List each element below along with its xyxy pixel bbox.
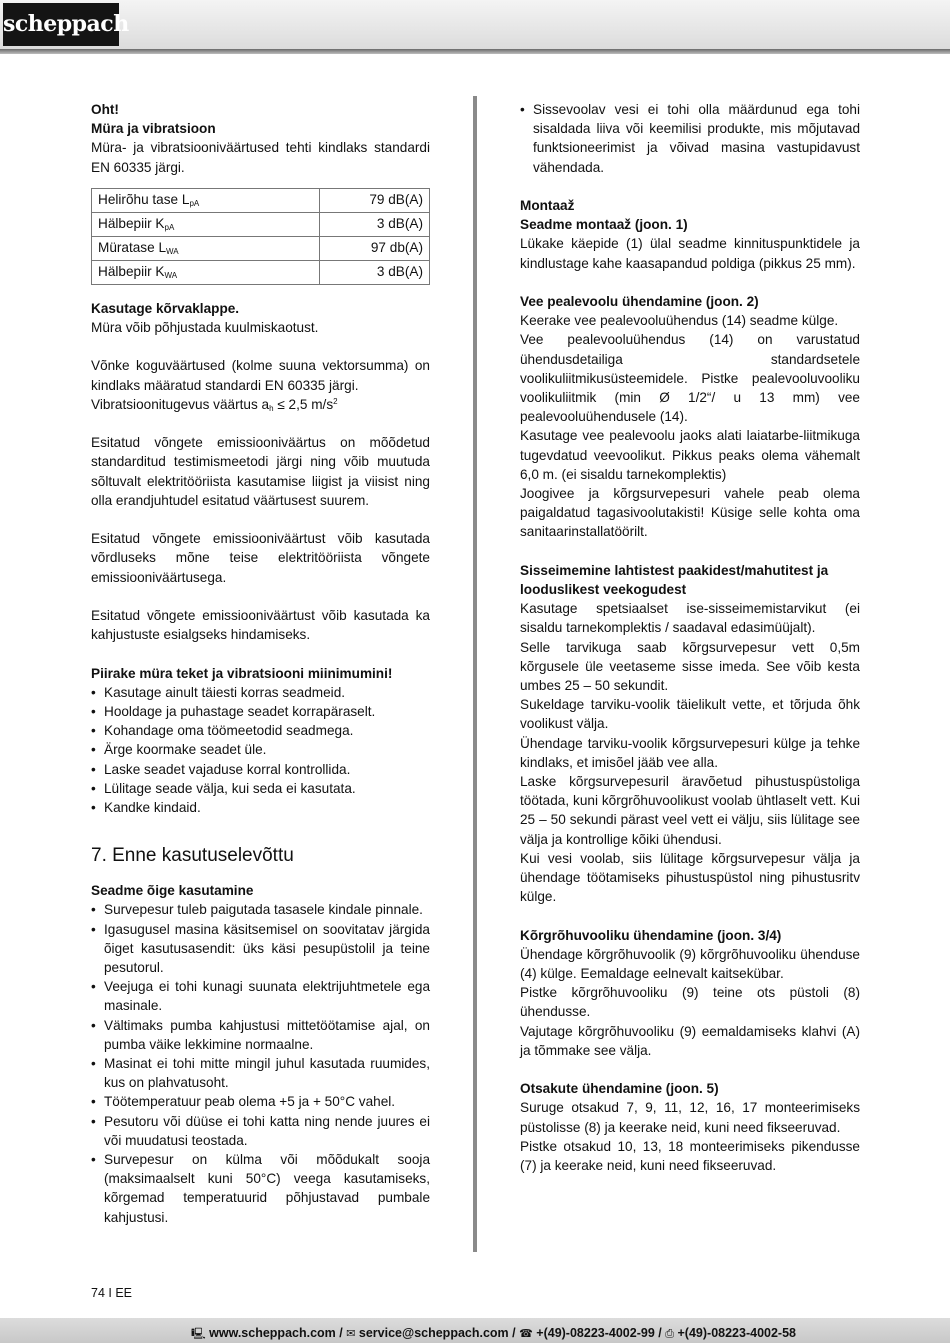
column-divider	[473, 96, 477, 1252]
water-line: Joogivee ja kõrgsurvepesuri vahele peab olema paigaldatud tagasivoolutakisti! Küsige selle kohta oma sanitaarinstallatöörilt.	[520, 486, 860, 540]
suction-line: Kasutage spetsiaalset ise-sisseimemistarvikut (ei sisaldu tarnekomplektis / saadaval edasimüüjalt).	[520, 601, 860, 636]
table-cell-value: 3 dB(A)	[320, 212, 430, 236]
footer-contact: 🖳 www.scheppach.com / ✉ service@scheppach.com / ☎ +(49)-08223-4002-99 / ⎙ +(49)-08223-4002-58	[190, 1326, 796, 1340]
assembly-subheading: Seadme montaaž (joon. 1)	[520, 217, 688, 233]
email-icon: ✉	[346, 1327, 356, 1340]
scheppach-logo[interactable]: scheppach	[3, 3, 119, 46]
emission-paragraph-1: Esitatud võngete emissiooniväärtus on mõõdetud standarditud testimismeetodi järgi ning võib muutuda sõltuvalt elektritööriista kasutamise liigist ja viisist ning olla erandjuhtudel esitatud väärtusest suurem.	[91, 435, 430, 508]
water-line: Kasutage vee pealevoolu jaoks alati laiatarbe-liitmikuga tugevdatud veevoolikut. Pikkus peaks olema vähemalt 6,0 m. (ei sisaldu tarnekomplektis)	[520, 428, 860, 482]
warning-label: Oht!	[91, 102, 119, 117]
list-item: • Laske seadet vajaduse korral kontrollida.	[91, 760, 430, 779]
table-cell-label: Müratase $L_{WA}$	[92, 236, 320, 260]
table-cell-label: Hälbepiir $K_{WA}$	[92, 260, 320, 284]
list-item: • Ärge koormake seadet üle.	[91, 740, 430, 759]
right-column	[520, 100, 860, 1175]
water-quality-list	[520, 100, 860, 177]
noise-heading: Müra ja vibratsioon	[91, 121, 216, 137]
list-item: • Masinat ei tohi mitte mingil juhul kasutada ruumides, kus on plahvatusoht.	[91, 1054, 430, 1092]
hose-heading: Kõrgrõhuvooliku ühendamine (joon. 3/4)	[520, 927, 782, 943]
hose-line: Ühendage kõrgrõhuvoolik (9) kõrgrõhuvooliku ühenduse (4) külge. Eemaldage eelnevalt kaitsekübar.	[520, 946, 860, 982]
proper-use-heading: Seadme õige kasutamine	[91, 883, 254, 899]
ear-heading: Kasutage kõrvaklappe.	[91, 300, 240, 316]
page-number: 74 I EE	[91, 1286, 132, 1300]
water-line: Vee pealevooluühendus (14) on varustatud ühendusdetailiga standardsetele voolikuliitmikusüsteemidele. Pistke pealevooluvooliku voolikuliitmik (min Ø 1/2“/ u 13 mm) vee pealevooluühendusele (14).	[520, 332, 860, 425]
list-item: • Kandke kindaid.	[91, 798, 430, 817]
hose-line: Pistke kõrgrõhuvooliku (9) teine ots püstoli (8) ühendusse.	[520, 985, 860, 1020]
suction-line: Ühendage tarviku-voolik kõrgsurvepesuri külge ja tehke kindlaks, et imisõel jääb vee alla.	[520, 735, 860, 770]
table-row	[92, 188, 430, 212]
vibration-text: Võnke koguväärtused (kolme suuna vektorsumma) on kindlaks määratud standardi EN 60335 järgi.	[91, 358, 430, 393]
hose-line: Vajutage kõrgrõhuvooliku (9) eemaldamiseks klahvi (A) ja tõmmake see välja.	[520, 1023, 860, 1058]
noise-intro: Müra- ja vibratsiooniväärtused tehti kindlaks standardi EN 60335 järgi.	[91, 140, 430, 175]
list-item: • Sissevoolav vesi ei tohi olla määrdunud ega tohi sisaldada liiva või keemilisi produkte, mis mõjutavad funktsioneerimist ja võivad masina vastupidavust vähendada.	[520, 100, 860, 177]
list-item: • Pesutoru või düüse ei tohi katta ning nende juures ei või muudatusi teostada.	[91, 1112, 430, 1150]
table-cell-label: Helirõhu tase $L_{pA}$	[92, 188, 320, 212]
table-cell-value: 79 dB(A)	[320, 188, 430, 212]
list-item: • Kohandage oma töömeetodid seadmega.	[91, 721, 430, 740]
limit-heading: Piirake müra teket ja vibratsiooni miinimumini!	[91, 665, 393, 681]
list-item: • Töötemperatuur peab olema +5 ja + 50°C vahel.	[91, 1092, 430, 1111]
list-item: • Kasutage ainult täiesti korras seadmeid.	[91, 683, 430, 702]
proper-use-list	[91, 900, 430, 1226]
computer-icon: 🖳	[190, 1327, 206, 1340]
header-divider	[0, 49, 950, 54]
suction-line: Kui vesi voolab, siis lülitage kõrgsurvepesur välja ja ühendage töötamiseks pihustuspüstol ning pihustusritv külge.	[520, 850, 860, 905]
list-item: • Lülitage seade välja, kui seda ei kasutata.	[91, 779, 430, 798]
ear-text: Müra võib põhjustada kuulmiskaotust.	[91, 320, 319, 336]
nozzle-heading: Otsakute ühendamine (joon. 5)	[520, 1081, 719, 1097]
nozzle-line: Pistke otsakud 10, 13, 18 monteerimiseks pikendusse (7) ja keerake neid, kuni need fikseeruvad.	[520, 1138, 860, 1174]
nozzle-line: Suruge otsakud 7, 9, 11, 12, 16, 17 monteerimiseks püstolisse (8) ja keerake neid, kuni need fikseeruvad.	[520, 1100, 860, 1135]
assembly-text: Lükake käepide (1) ülal seadme kinnituspunktidele ja kindlustage kahe kaasapandud poldiga (pikkus 25 mm).	[520, 236, 860, 271]
phone-icon: ☎	[519, 1327, 533, 1340]
emission-paragraph-2: Esitatud võngete emissiooniväärtust võib kasutada võrdluseks mõne teise elektritööriista võngete emissiooniväärtusega.	[91, 531, 430, 585]
left-column	[91, 100, 430, 1227]
list-item: • Survepesur on külma või mõõdukalt sooja (maksimaalselt kuni 50°C) veega kasutamiseks, kõrgemad temperatuurid põhjustavad pumbale kahjustusi.	[91, 1150, 430, 1227]
suction-line: Laske kõrgsurvepesuril äravõetud pihustuspüstoliga töötada, kuni kõrgrõhuvoolikust voolab ühtlaselt vett. Kui 25 – 50 sekundi pärast veel vett ei välju, siis lülitage see välja ja kontrollige kõiki ühendusi.	[520, 774, 860, 847]
list-item: • Veejuga ei tohi kunagi suunata elektrijuhtmetele ega masinale.	[91, 977, 430, 1015]
water-heading: Vee pealevoolu ühendamine (joon. 2)	[520, 294, 759, 309]
list-item: • Igasugusel masina käsitsemisel on soovitatav järgida õiget kasutusasendit: üks käsi pesupüstolil ja teine pesutorul.	[91, 920, 430, 978]
vibration-value: Vibratsioonitugevus väärtus $a_h \le 2,5$ $m/s^2$	[91, 396, 338, 413]
emission-paragraph-3: Esitatud võngete emissiooniväärtust võib kasutada ka kahjustuste esialgseks hindamiseks.	[91, 608, 430, 643]
fax-number[interactable]: +(49)-08223-4002-58	[677, 1326, 796, 1340]
water-line: Keerake vee pealevooluühendus (14) seadme külge.	[520, 313, 839, 329]
table-row	[92, 212, 430, 236]
phone-number[interactable]: +(49)-08223-4002-99	[536, 1326, 655, 1340]
table-row	[92, 260, 430, 284]
list-item: • Vältimaks pumba kahjustusi mittetöötamise ajal, on pumba väike lekkimine normaalne.	[91, 1016, 430, 1054]
fax-icon: ⎙	[665, 1327, 675, 1340]
list-item: • Survepesur tuleb paigutada tasasele kindale pinnale.	[91, 900, 430, 919]
noise-table	[91, 188, 430, 285]
table-row	[92, 236, 430, 260]
suction-line: Sukeldage tarviku-voolik täielikult vette, et tõrjuda õhk voolikust välja.	[520, 697, 860, 732]
header-band	[0, 0, 950, 49]
table-cell-value: 3 dB(A)	[320, 260, 430, 284]
list-item: • Hooldage ja puhastage seadet korrapäraselt.	[91, 702, 430, 721]
assembly-heading: Montaaž	[520, 198, 575, 213]
section-title: 7. Enne kasutuselevõttu	[91, 845, 294, 867]
suction-heading: Sisseimemine lahtistest paakidest/mahutitest ja looduslikest veekogudest	[520, 562, 829, 598]
suction-line: Selle tarvikuga saab kõrgsurvepesur vett 0,5m kõrgusele üle veetaseme sisse imeda. See võib kesta umbes 25 – 50 sekundit.	[520, 639, 860, 694]
limit-list	[91, 683, 430, 817]
email-link[interactable]: service@scheppach.com	[358, 1326, 509, 1340]
table-cell-value: 97 db(A)	[320, 236, 430, 260]
table-cell-label: Hälbepiir $K_{pA}$	[92, 212, 320, 236]
website-link[interactable]: www.scheppach.com	[209, 1326, 336, 1340]
